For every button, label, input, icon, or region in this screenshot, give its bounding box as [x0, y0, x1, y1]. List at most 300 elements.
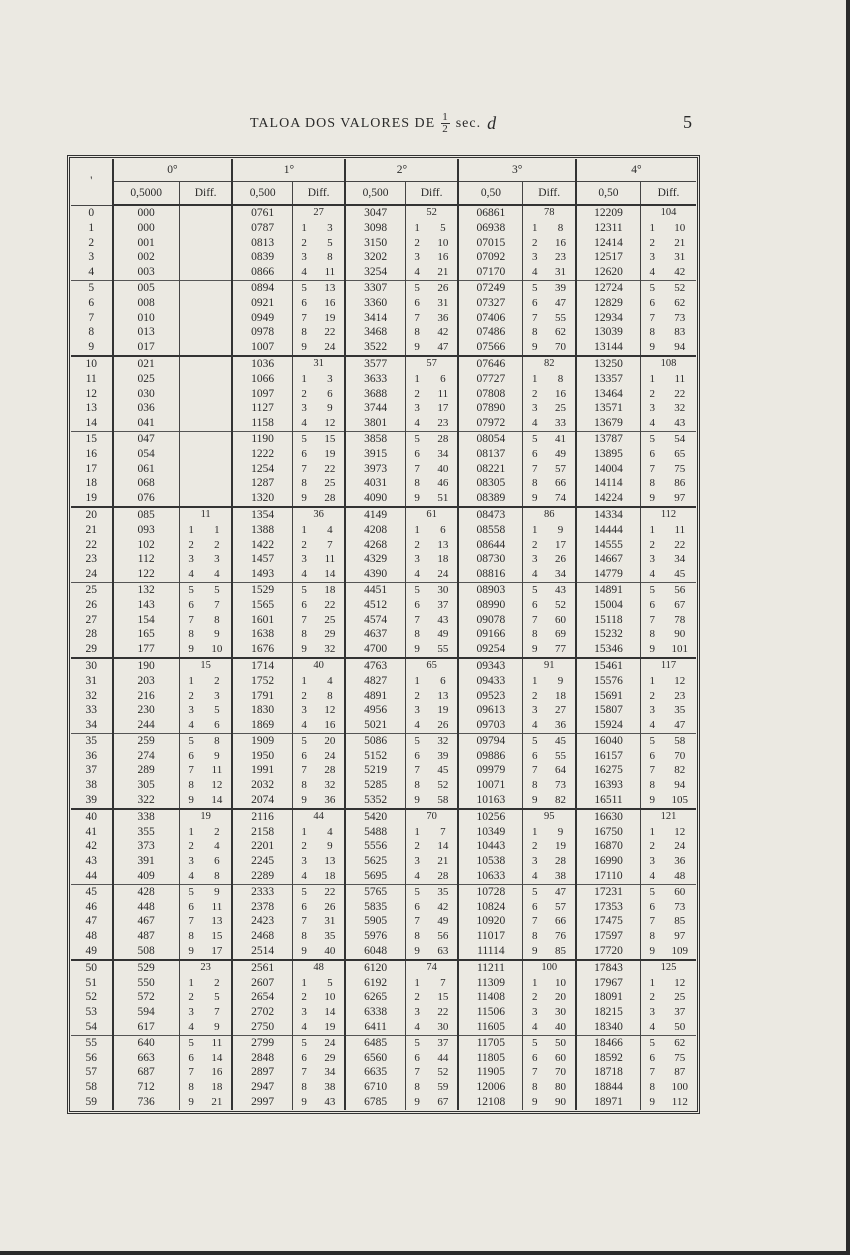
value-cell: 15346	[576, 642, 641, 658]
proportional-part-cell: 64	[554, 764, 566, 777]
step-cell: 2	[405, 387, 428, 402]
value-cell: 12311	[576, 221, 641, 236]
step-cell: 7	[523, 914, 546, 929]
proportional-part-cell: 24	[315, 1035, 345, 1050]
value-cell: 6635	[345, 1065, 405, 1080]
value-cell: 1097	[232, 387, 292, 402]
table-row	[71, 884, 696, 899]
step-cell: 4	[641, 718, 664, 733]
minute-index: 34	[85, 719, 97, 732]
step-cell: 5	[405, 884, 428, 899]
proportional-part-cell	[202, 311, 232, 326]
proportional-part-cell: 65	[674, 447, 686, 460]
table-row	[71, 718, 696, 733]
step-cell: 1	[179, 976, 202, 991]
value-cell: 14334	[576, 507, 641, 523]
value-cell: 17231	[576, 884, 641, 899]
step-cell: 7	[523, 311, 546, 326]
step-cell: 6	[405, 900, 428, 915]
table-row	[71, 552, 696, 567]
value-cell: 001	[113, 236, 180, 251]
value-cell: 15807	[576, 703, 641, 718]
step-cell: 6	[292, 749, 315, 764]
value-cell: 07972	[458, 416, 523, 431]
proportional-part-cell: 62	[554, 326, 566, 339]
value-cell: 021	[113, 356, 180, 372]
step-cell: 3	[641, 250, 664, 265]
value-cell: 6485	[345, 1035, 405, 1050]
proportional-part-cell: 94	[674, 779, 686, 792]
step-cell	[179, 462, 202, 477]
value-cell: 391	[113, 854, 180, 869]
value-cell: 3254	[345, 265, 405, 280]
proportional-part-cell: 10	[437, 236, 449, 249]
proportional-part-cell: 12	[674, 825, 686, 838]
value-cell: 6048	[345, 944, 405, 960]
proportional-part-cell: 15	[437, 991, 449, 1004]
proportional-part-cell: 101	[671, 643, 689, 656]
value-cell: 1638	[232, 627, 292, 642]
value-cell: 17597	[576, 929, 641, 944]
step-cell: 9	[641, 793, 664, 809]
proportional-part-cell: 22	[324, 326, 336, 339]
step-cell: 5	[523, 431, 546, 446]
step-cell: 6	[292, 598, 315, 613]
step-cell: 3	[641, 401, 664, 416]
value-cell: 14891	[576, 582, 641, 597]
minute-index: 44	[85, 870, 97, 883]
step-cell: 6	[405, 749, 428, 764]
proportional-part-cell: 62	[664, 1035, 696, 1050]
step-cell: 7	[523, 613, 546, 628]
table-row	[71, 749, 696, 764]
step-cell: 3	[179, 854, 202, 869]
value-cell: 3688	[345, 387, 405, 402]
step-cell: 8	[179, 929, 202, 944]
step-cell: 1	[641, 976, 664, 991]
step-cell	[179, 296, 202, 311]
minute-index: 10	[71, 356, 113, 372]
value-cell: 2423	[232, 914, 292, 929]
proportional-part-cell: 73	[674, 900, 686, 913]
step-cell: 7	[523, 1065, 546, 1080]
value-cell: 5285	[345, 778, 405, 793]
step-cell: 5	[292, 884, 315, 899]
step-cell: 1	[405, 523, 428, 538]
step-cell: 6	[179, 1051, 202, 1066]
step-cell: 3	[405, 1005, 428, 1020]
proportional-part-cell: 3	[214, 553, 220, 566]
step-cell: 8	[292, 778, 315, 793]
step-cell: 6	[641, 598, 664, 613]
table-row	[71, 960, 696, 976]
proportional-part-cell: 6	[327, 387, 333, 400]
step-cell: 5	[292, 582, 315, 597]
proportional-part-cell: 38	[554, 870, 566, 883]
proportional-part-cell: 16	[554, 236, 566, 249]
proportional-part-cell: 1	[214, 523, 220, 536]
value-cell: 1529	[232, 582, 292, 597]
value-cell: 000	[113, 205, 180, 221]
proportional-part-cell: 31	[437, 296, 449, 309]
value-cell: 09886	[458, 749, 523, 764]
step-cell: 9	[292, 491, 315, 507]
proportional-part-cell: 21	[211, 1096, 223, 1109]
table-row	[71, 1020, 696, 1035]
value-cell: 068	[113, 476, 180, 491]
table-row	[71, 869, 696, 884]
proportional-part-cell	[202, 250, 232, 265]
proportional-part-cell: 9	[327, 840, 333, 853]
proportional-part-cell: 14	[324, 1006, 336, 1019]
table-row	[71, 567, 696, 582]
table-row	[71, 990, 696, 1005]
proportional-part-cell: 57	[554, 462, 566, 475]
step-cell: 6	[523, 1051, 546, 1066]
proportional-part-cell: 11	[324, 266, 336, 279]
proportional-part-cell: 76	[554, 930, 566, 943]
proportional-part-cell	[202, 221, 232, 236]
step-cell: 7	[523, 763, 546, 778]
minute-index: 48	[85, 930, 97, 943]
value-cell: 12724	[576, 280, 641, 295]
value-cell: 18971	[576, 1095, 641, 1110]
step-cell: 4	[292, 567, 315, 582]
value-cell: 274	[113, 749, 180, 764]
step-cell: 8	[405, 1080, 428, 1095]
proportional-part-cell: 7	[440, 976, 446, 989]
proportional-part-cell: 18	[324, 870, 336, 883]
value-cell: 1676	[232, 642, 292, 658]
value-cell: 06938	[458, 221, 523, 236]
table-row	[71, 523, 696, 538]
value-cell: 2514	[232, 944, 292, 960]
value-cell: 11211	[458, 960, 523, 976]
proportional-part-cell: 11	[674, 523, 686, 536]
step-cell: 8	[405, 325, 428, 340]
table-row	[71, 793, 696, 809]
proportional-part-cell: 43	[674, 417, 686, 430]
minute-index: 46	[85, 900, 97, 913]
value-cell: 16990	[576, 854, 641, 869]
step-cell: 5	[292, 1035, 315, 1050]
proportional-part-cell: 112	[671, 1096, 688, 1109]
proportional-part-cell: 3	[214, 689, 220, 702]
value-cell: 14004	[576, 462, 641, 477]
proportional-part-cell: 42	[437, 326, 449, 339]
value-cell: 5086	[345, 733, 405, 748]
value-cell: 13357	[576, 372, 641, 387]
value-cell: 6338	[345, 1005, 405, 1020]
table-row	[71, 447, 696, 462]
step-cell: 1	[405, 825, 428, 840]
difference-cell: 104	[641, 205, 696, 221]
value-cell: 2702	[232, 1005, 292, 1020]
value-cell: 09343	[458, 658, 523, 674]
value-cell: 09613	[458, 703, 523, 718]
table-row	[71, 689, 696, 704]
difference-cell: 125	[641, 960, 696, 976]
proportional-part-cell: 9	[557, 825, 564, 838]
value-cell: 4329	[345, 552, 405, 567]
step-cell: 7	[641, 914, 664, 929]
proportional-part-cell: 30	[554, 1006, 566, 1019]
step-cell: 8	[292, 476, 315, 491]
proportional-part-cell: 80	[554, 1081, 566, 1094]
step-cell: 4	[405, 416, 428, 431]
proportional-part-cell: 24	[324, 341, 336, 354]
proportional-part-cell	[202, 462, 232, 477]
value-cell: 1066	[232, 372, 292, 387]
proportional-part-cell: 30	[437, 1021, 449, 1034]
step-cell: 4	[292, 718, 315, 733]
step-cell: 2	[641, 236, 664, 251]
proportional-part-cell: 60	[554, 613, 566, 626]
value-cell: 1565	[232, 598, 292, 613]
value-cell: 1320	[232, 491, 292, 507]
proportional-part-cell: 10	[674, 221, 686, 234]
value-cell: 5152	[345, 749, 405, 764]
minute-index: 33	[85, 704, 97, 717]
step-cell: 2	[405, 839, 428, 854]
step-cell	[179, 401, 202, 416]
proportional-part-cell: 4	[327, 825, 333, 838]
proportional-part-cell	[202, 431, 232, 446]
proportional-part-cell: 67	[437, 1096, 449, 1109]
step-cell: 1	[641, 372, 664, 387]
value-cell: 16040	[576, 733, 641, 748]
step-cell: 3	[179, 552, 202, 567]
step-cell	[179, 476, 202, 491]
value-cell: 09433	[458, 674, 523, 689]
value-cell: 11805	[458, 1051, 523, 1066]
value-cell: 2607	[232, 976, 292, 991]
value-cell: 1190	[232, 431, 292, 446]
value-cell: 3098	[345, 221, 405, 236]
proportional-part-cell: 66	[554, 477, 566, 490]
value-cell: 09979	[458, 763, 523, 778]
step-cell: 6	[641, 900, 664, 915]
step-cell: 6	[641, 447, 664, 462]
value-cell: 013	[113, 325, 180, 340]
proportional-part-cell: 12	[674, 976, 686, 989]
table-row	[71, 387, 696, 402]
table-row	[71, 476, 696, 491]
value-cell: 15232	[576, 627, 641, 642]
proportional-part-cell: 34	[554, 568, 566, 581]
value-cell: 4268	[345, 538, 405, 553]
proportional-part-cell: 8	[214, 870, 220, 883]
step-cell: 9	[523, 340, 546, 356]
proportional-part-cell: 37	[437, 598, 449, 611]
value-cell: 15004	[576, 598, 641, 613]
value-cell: 165	[113, 627, 180, 642]
proportional-part-cell: 45	[674, 568, 686, 581]
minute-index: 32	[85, 689, 97, 702]
table-row	[71, 944, 696, 960]
step-cell: 9	[179, 793, 202, 809]
value-cell: 08990	[458, 598, 523, 613]
value-cell: 09794	[458, 733, 523, 748]
proportional-part-cell: 13	[315, 280, 345, 295]
proportional-part-cell: 2	[214, 538, 220, 551]
step-cell: 3	[641, 703, 664, 718]
value-cell: 2997	[232, 1095, 292, 1110]
value-cell: 1287	[232, 476, 292, 491]
value-cell: 12934	[576, 311, 641, 326]
value-cell: 2032	[232, 778, 292, 793]
table-row	[71, 356, 696, 372]
diff-header: Diff.	[292, 182, 345, 206]
value-cell: 16870	[576, 839, 641, 854]
step-cell	[179, 431, 202, 446]
step-cell: 2	[179, 689, 202, 704]
step-cell: 8	[292, 627, 315, 642]
proportional-part-cell: 83	[674, 326, 686, 339]
proportional-part-cell: 9	[214, 749, 220, 762]
proportional-part-cell: 26	[428, 280, 458, 295]
value-cell: 230	[113, 703, 180, 718]
value-cell: 594	[113, 1005, 180, 1020]
table-row	[71, 627, 696, 642]
proportional-part-cell	[202, 265, 232, 280]
step-cell: 3	[405, 401, 428, 416]
step-cell: 8	[523, 929, 546, 944]
value-cell: 14444	[576, 523, 641, 538]
proportional-part-cell: 24	[437, 568, 449, 581]
table-row	[71, 929, 696, 944]
proportional-part-cell: 47	[674, 719, 686, 732]
title-variable: d	[487, 113, 498, 133]
difference-cell	[179, 205, 232, 221]
step-cell	[179, 280, 202, 295]
step-cell: 2	[641, 538, 664, 553]
value-cell: 322	[113, 793, 180, 809]
proportional-part-cell: 43	[437, 613, 449, 626]
proportional-part-cell: 78	[674, 613, 686, 626]
step-cell: 9	[523, 944, 546, 960]
difference-cell: 52	[405, 205, 458, 221]
table-row	[71, 778, 696, 793]
table-row	[71, 900, 696, 915]
proportional-part-cell: 44	[437, 1051, 449, 1064]
value-cell: 14224	[576, 491, 641, 507]
value-cell: 4574	[345, 613, 405, 628]
fraction-numerator: 1	[442, 111, 449, 123]
minute-index: 1	[88, 221, 95, 234]
fraction-denominator: 2	[442, 123, 449, 135]
difference-cell: 15	[179, 658, 232, 674]
proportional-part-cell: 22	[324, 462, 336, 475]
proportional-part-cell: 85	[674, 915, 686, 928]
proportional-part-cell: 46	[437, 477, 449, 490]
value-cell: 4390	[345, 567, 405, 582]
step-cell: 1	[641, 523, 664, 538]
proportional-part-cell: 16	[437, 251, 449, 264]
proportional-part-cell: 47	[437, 341, 449, 354]
value-cell: 132	[113, 582, 180, 597]
proportional-part-cell: 24	[324, 749, 336, 762]
value-cell: 6560	[345, 1051, 405, 1066]
table-row	[71, 1005, 696, 1020]
value-cell: 3468	[345, 325, 405, 340]
step-cell: 7	[292, 462, 315, 477]
value-cell: 10349	[458, 825, 523, 840]
value-cell: 529	[113, 960, 180, 976]
proportional-part-cell: 19	[324, 311, 336, 324]
step-cell: 9	[292, 944, 315, 960]
step-cell: 9	[641, 642, 664, 658]
proportional-part-cell: 6	[440, 372, 446, 385]
value-cell: 15461	[576, 658, 641, 674]
step-cell	[179, 491, 202, 507]
proportional-part-cell: 7	[214, 598, 220, 611]
proportional-part-cell: 5	[327, 236, 333, 249]
value-cell: 4451	[345, 582, 405, 597]
proportional-part-cell: 57	[554, 900, 566, 913]
step-cell: 3	[523, 401, 546, 416]
proportional-part-cell: 7	[327, 538, 333, 551]
table-row	[71, 221, 696, 236]
step-cell: 5	[179, 582, 202, 597]
step-cell: 9	[641, 1095, 664, 1110]
proportional-part-cell: 11	[211, 900, 223, 913]
value-cell: 1752	[232, 674, 292, 689]
step-cell: 5	[641, 884, 664, 899]
base-header: 0,500	[345, 182, 405, 206]
value-cell: 030	[113, 387, 180, 402]
value-cell: 07566	[458, 340, 523, 356]
proportional-part-cell: 13	[437, 538, 449, 551]
proportional-part-cell	[202, 476, 232, 491]
value-cell: 017	[113, 340, 180, 356]
value-cell: 216	[113, 689, 180, 704]
step-cell: 8	[292, 1080, 315, 1095]
table-row	[71, 1080, 696, 1095]
proportional-part-cell: 63	[437, 945, 449, 958]
minute-index: 4	[88, 266, 95, 279]
proportional-part-cell: 31	[554, 266, 566, 279]
value-cell: 061	[113, 462, 180, 477]
minute-index: 52	[85, 991, 97, 1004]
proportional-part-cell: 26	[437, 719, 449, 732]
value-cell: 1909	[232, 733, 292, 748]
base-header: 0,500	[232, 182, 292, 206]
step-cell: 2	[641, 839, 664, 854]
value-cell: 11408	[458, 990, 523, 1005]
step-cell: 9	[179, 944, 202, 960]
proportional-part-cell: 56	[437, 930, 449, 943]
value-cell: 08137	[458, 447, 523, 462]
proportional-part-cell: 10	[324, 991, 336, 1004]
step-cell: 4	[292, 869, 315, 884]
degree-header: 3°	[458, 159, 576, 182]
proportional-part-cell: 20	[554, 991, 566, 1004]
step-cell: 2	[641, 990, 664, 1005]
proportional-part-cell: 6	[214, 719, 220, 732]
table-row	[71, 825, 696, 840]
step-cell: 9	[405, 491, 428, 507]
step-cell: 3	[179, 703, 202, 718]
value-cell: 093	[113, 523, 180, 538]
difference-cell: 95	[523, 809, 576, 825]
proportional-part-cell: 30	[428, 582, 458, 597]
proportional-part-cell: 27	[554, 704, 566, 717]
step-cell: 5	[523, 884, 546, 899]
step-cell: 8	[641, 1080, 664, 1095]
value-cell: 6710	[345, 1080, 405, 1095]
proportional-part-cell: 3	[327, 372, 333, 385]
